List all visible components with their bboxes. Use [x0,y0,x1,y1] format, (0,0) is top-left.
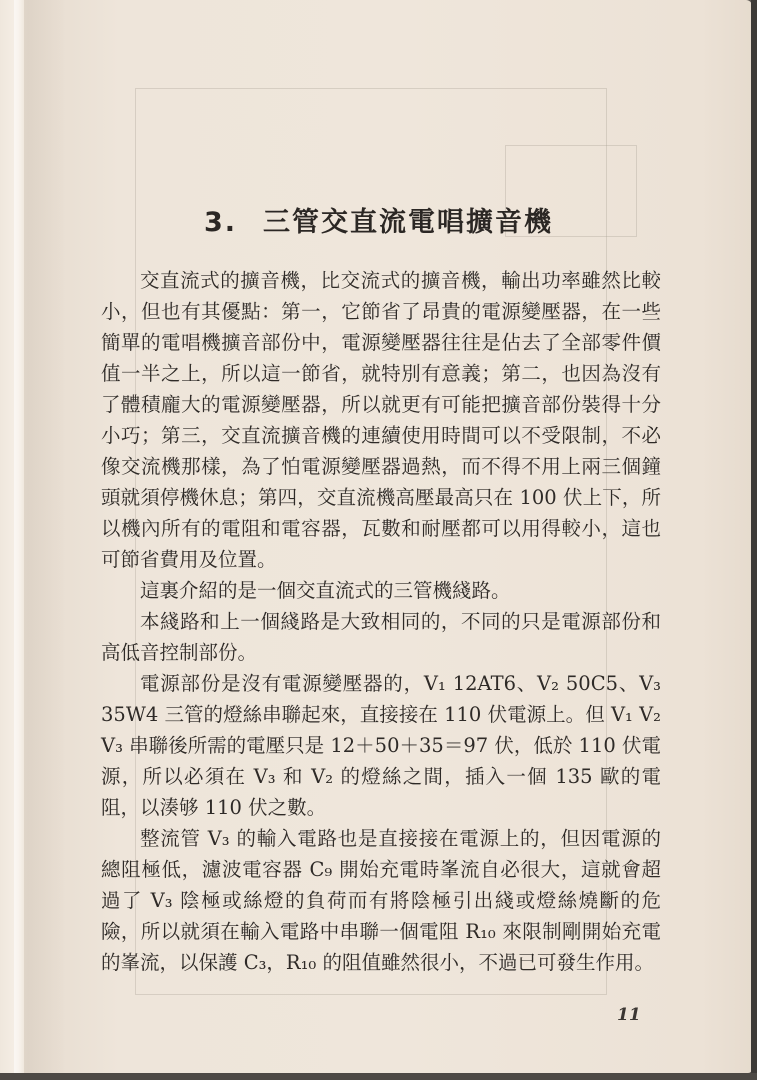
paragraph: 這裏介紹的是一個交直流式的三管機綫路。 [140,579,511,602]
paragraph: 本綫路和上一個綫路是大致相同的，不同的只是電源部份和高低音控制部份。 [101,610,661,664]
page-number: 11 [617,1005,641,1025]
spine-fold [14,0,24,1073]
chapter-number: 3. [203,207,238,238]
chapter-title [0,200,757,239]
page-edge-shadow [751,0,757,1080]
paragraph: 電源部份是沒有電源變壓器的，V₁ 12AT6、V₂ 50C5、V₃ 35W4 三管的燈絲串聯起來，直接接在 110 伏電源上。但 V₁ V₂ V₃ 串聯後所需的電壓只是 12＋50＋35＝97 伏，低於 110 伏電源，所以必須在 V₃ 和 V₂ 的燈絲之間，插入一個 135 歐的電阻，以湊够 110 伏之數。 [101,672,661,819]
page-edge-shadow-bottom [0,1073,757,1080]
chapter-title-text: 三管交直流電唱擴音機 [263,207,554,238]
paragraph: 交直流式的擴音機，比交流式的擴音機，輸出功率雖然比較小，但也有其優點：第一，它節省了昂貴的電源變壓器，在一些簡單的電唱機擴音部份中，電源變壓器往往是佔去了全部零件價值一半之上，所以這一節省，就特別有意義；第二，也因為沒有了體積龐大的電源變壓器，所以就更有可能把擴音部份裝得十分小巧；第三，交直流擴音機的連續使用時間可以不受限制，不必像交流機那樣，為了怕電源變壓器過熱，而不得不用上兩三個鐘頭就須停機休息；第四，交直流機高壓最高只在 100 伏上下，所以機內所有的電阻和電容器，瓦數和耐壓都可以用得較小，這也可節省費用及位置。 [101,269,661,571]
body-text [101,265,661,978]
paragraph: 整流管 V₃ 的輸入電路也是直接接在電源上的，但因電源的總阻極低，濾波電容器 C₉ 開始充電時峯流自必很大，這就會超過了 V₃ 陰極或絲燈的負荷而有將陰極引出綫或燈絲燒斷的危險，所以就須在輸入電路中串聯一個電阻 R₁₀ 來限制剛開始充電的峯流，以保護 C₃，R₁₀ 的阻值雖然很小，不過已可發生作用。 [101,827,661,974]
spine-shadow [24,0,64,1073]
